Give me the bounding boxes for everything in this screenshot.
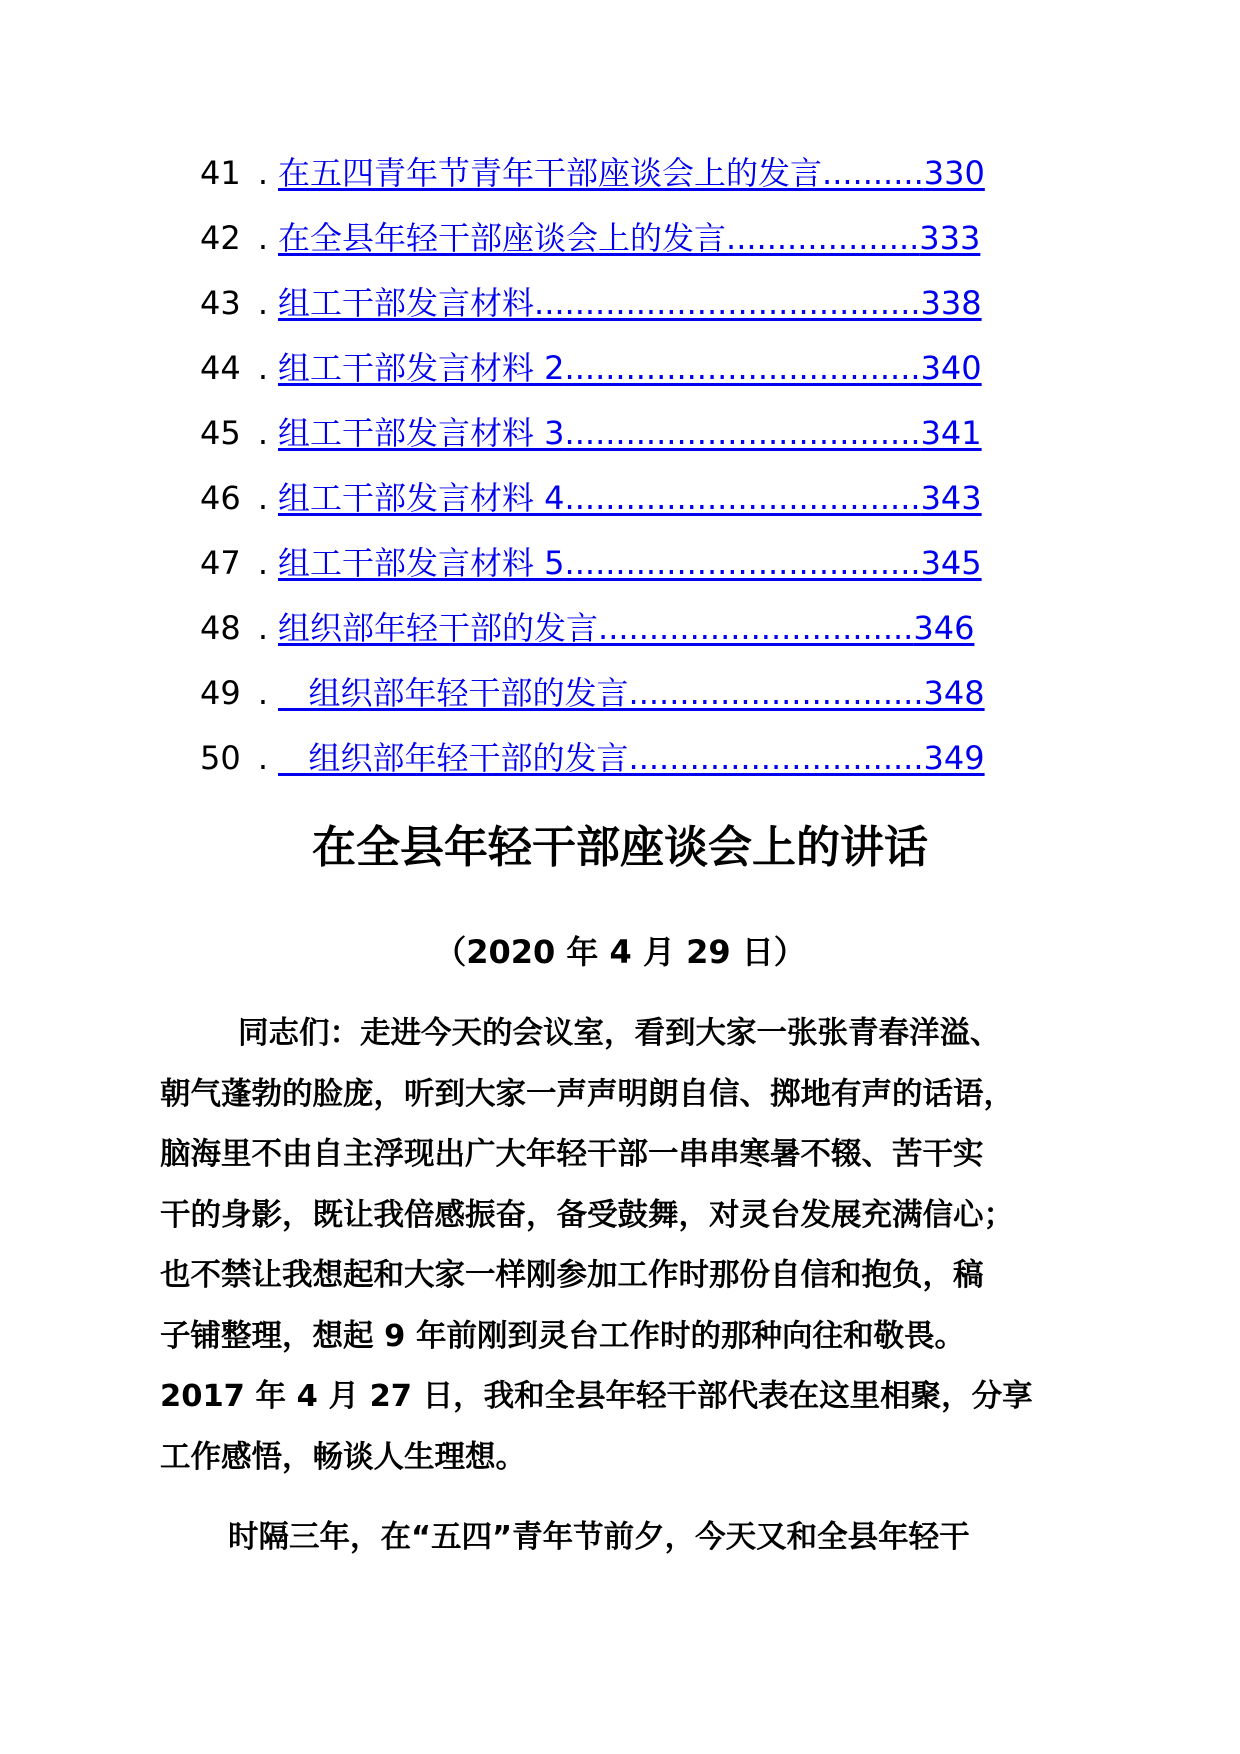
toc-title: 在五四青年节青年干部座谈会上的发言	[278, 154, 823, 192]
toc-leader: ...................................	[564, 349, 921, 387]
toc-page-number: 338	[920, 284, 982, 322]
toc-number: 50	[200, 739, 241, 777]
toc-title: 组工干部发言材料 3	[278, 414, 565, 452]
toc-title: 在全县年轻干部座谈会上的发言	[278, 219, 727, 257]
paragraph-line: 朝气蓬勃的脸庞，听到大家一声声明朗自信、掷地有声的话语，	[160, 1076, 1014, 1112]
toc-title: 组织部年轻干部的发言	[278, 609, 599, 647]
paragraph-line: 工作感悟，畅谈人生理想。	[160, 1439, 526, 1475]
toc-link[interactable]	[278, 271, 982, 336]
toc-number: 44	[200, 349, 241, 387]
toc-link[interactable]	[278, 141, 985, 206]
toc-entry-49	[200, 661, 1040, 726]
toc-entry-45	[200, 401, 1040, 466]
toc-entry-48	[200, 596, 1040, 661]
toc-leader: ..........	[822, 154, 924, 192]
toc-page-number: 343	[920, 479, 982, 517]
document-date: （2020 年 4 月 29 日）	[434, 933, 806, 971]
toc-leader: .............................	[628, 674, 924, 712]
toc-entry-46	[200, 466, 1040, 531]
toc-separator: .	[257, 349, 269, 387]
toc-title: 组织部年轻干部的发言	[278, 674, 629, 712]
toc-link[interactable]	[278, 206, 980, 271]
toc-separator: .	[257, 544, 269, 582]
toc-page-number: 345	[920, 544, 982, 582]
toc-page-number: 349	[923, 739, 985, 777]
toc-number: 43	[200, 284, 241, 322]
toc-number: 41	[200, 154, 241, 192]
toc-title: 组工干部发言材料 2	[278, 349, 565, 387]
paragraph-line: 2017 年 4 月 27 日，我和全县年轻干部代表在这里相聚，分享	[160, 1379, 1033, 1414]
toc-link[interactable]	[278, 531, 982, 596]
toc-leader: ...............................	[598, 609, 914, 647]
toc-entry-43	[200, 271, 1040, 336]
toc-page-number: 348	[923, 674, 985, 712]
toc-leader: ...................................	[564, 479, 921, 517]
toc-separator: .	[257, 479, 269, 517]
toc-link[interactable]	[278, 466, 982, 531]
document-title: 在全县年轻干部座谈会上的讲话	[312, 822, 928, 873]
toc-number: 42	[200, 219, 241, 257]
paragraph-line: 脑海里不由自主浮现出广大年轻干部一串串寒暑不辍、苦干实	[160, 1137, 984, 1172]
toc-link[interactable]	[278, 401, 982, 466]
toc-link[interactable]	[278, 336, 982, 401]
toc-separator: .	[257, 284, 269, 322]
body-paragraph	[160, 1508, 1100, 1569]
toc-separator: .	[257, 154, 269, 192]
toc-link[interactable]	[278, 661, 985, 726]
toc-leader: ...................................	[564, 414, 921, 452]
toc-separator: .	[257, 414, 269, 452]
paragraph-line: 同志们：走进今天的会议室，看到大家一张张青春洋溢、	[238, 1016, 1001, 1051]
paragraph-line: 干的身影，既让我倍感振奋，备受鼓舞，对灵台发展充满信心；	[160, 1197, 1014, 1233]
toc-separator: .	[257, 609, 269, 647]
toc-separator: .	[257, 219, 269, 257]
toc-entry-41	[200, 141, 1040, 206]
paragraph-line: 也不禁让我想起和大家一样刚参加工作时那份自信和抱负，稿	[160, 1258, 984, 1293]
toc-number: 45	[200, 414, 241, 452]
toc-link[interactable]	[278, 596, 974, 661]
toc-number: 46	[200, 479, 241, 517]
toc-title: 组工干部发言材料 4	[278, 479, 565, 517]
toc-number: 47	[200, 544, 241, 582]
toc-page-number: 341	[920, 414, 982, 452]
toc-title: 组织部年轻干部的发言	[278, 739, 629, 777]
toc-page-number: 346	[913, 609, 975, 647]
toc-entry-42	[200, 206, 1040, 271]
toc-title: 组工干部发言材料 5	[278, 544, 565, 582]
toc-page-number: 340	[920, 349, 982, 387]
toc-link[interactable]	[278, 726, 985, 791]
toc-page-number: 330	[923, 154, 985, 192]
toc-number: 48	[200, 609, 241, 647]
toc-title: 组工干部发言材料	[278, 284, 535, 322]
toc-entry-50	[200, 726, 1040, 791]
toc-leader: ...................................	[564, 544, 921, 582]
toc-entry-44	[200, 336, 1040, 401]
body-paragraph	[160, 1004, 1100, 1488]
toc-page-number: 333	[919, 219, 981, 257]
toc-separator: .	[257, 739, 269, 777]
toc-leader: ...................	[726, 219, 920, 257]
toc-number: 49	[200, 674, 241, 712]
toc-separator: .	[257, 674, 269, 712]
paragraph-line: 时隔三年，在“五四”青年节前夕，今天又和全县年轻干	[228, 1520, 970, 1555]
toc-leader: .............................	[628, 739, 924, 777]
table-of-contents	[200, 141, 1040, 791]
paragraph-line: 子铺整理，想起 9 年前刚到灵台工作时的那种向往和敬畏。	[160, 1318, 965, 1354]
toc-entry-47	[200, 531, 1040, 596]
toc-leader: ......................................	[534, 284, 921, 322]
